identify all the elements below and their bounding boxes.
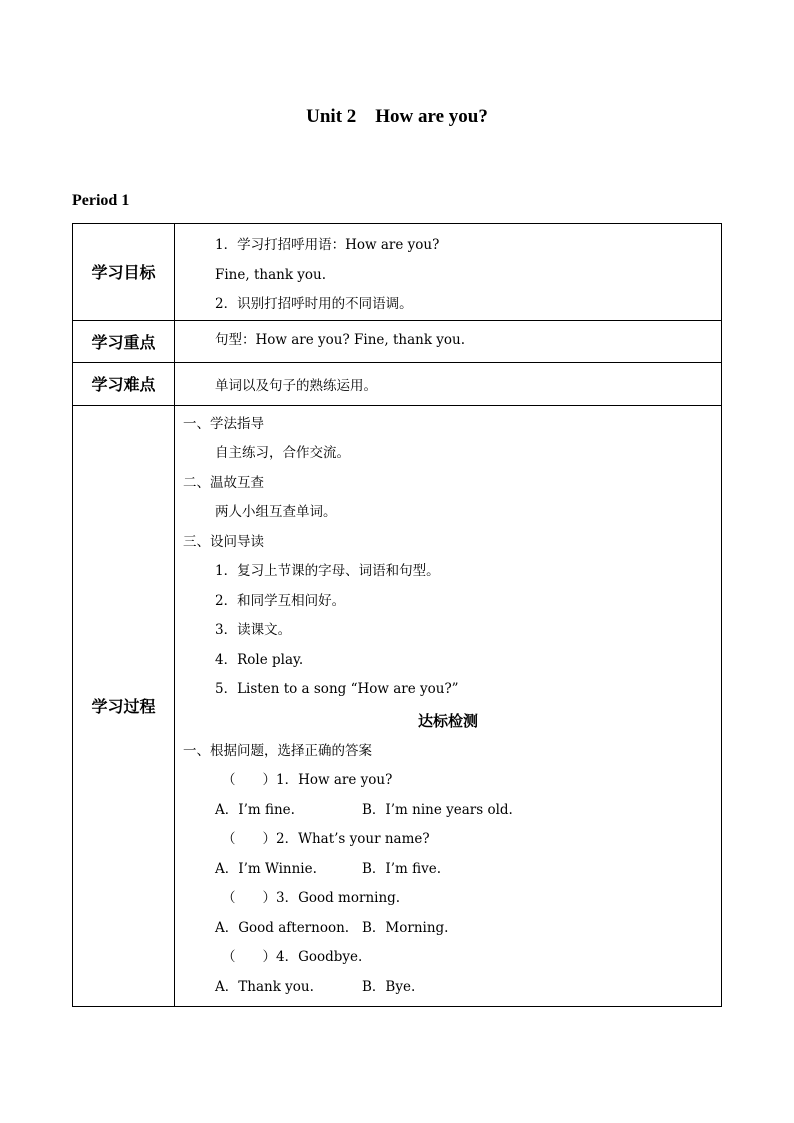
exercise-heading: 一、根据问题，选择正确的答案 (183, 742, 372, 759)
document-title (0, 106, 794, 128)
question-options-2 (175, 855, 721, 885)
unit-topic: How are you? (375, 106, 488, 127)
unit-label: Unit 2 (306, 106, 357, 127)
process-content (175, 405, 722, 1006)
difficulties-label: 学习难点 (73, 362, 175, 405)
check-heading: 达标检测 (417, 711, 478, 730)
goal-line-2: Fine, thank you. (215, 266, 327, 283)
section-item: 两人小组互查单词。 (215, 504, 337, 520)
goal-line-1: 1．学习打招呼用语：How are you? (215, 237, 440, 253)
option-a: A．Good afternoon. (215, 919, 350, 936)
difficulties-row (73, 362, 722, 405)
option-a: A．Thank you. (215, 978, 314, 995)
question-stem-4: （ ）4．Goodbye. (222, 949, 363, 965)
process-label: 学习过程 (73, 405, 175, 1006)
goals-content (175, 224, 722, 321)
difficulties-content (175, 362, 722, 405)
key-points-row (73, 320, 722, 362)
question-stem-1: （ ）1．How are you? (222, 772, 393, 788)
section-item: 1．复习上节课的字母、词语和句型。 (215, 563, 440, 579)
process-row (73, 405, 722, 1006)
key-points-label: 学习重点 (73, 320, 175, 362)
goals-row (73, 224, 722, 321)
question-options-1 (175, 796, 721, 826)
option-b: B．I’m nine years old. (362, 801, 513, 818)
section-heading-2: 二、温故互查 (183, 474, 264, 491)
section-item: 2．和同学互相问好。 (215, 592, 346, 609)
section-item: 4．Role play. (215, 651, 304, 668)
option-b: B．Bye. (362, 978, 416, 995)
question-options-4 (175, 973, 721, 1003)
question-stem-3: （ ）3．Good morning. (222, 890, 401, 906)
key-points-content (175, 320, 722, 362)
section-item: 5．Listen to a song “How are you?” (215, 681, 459, 697)
question-stem-2: （ ）2．What’s your name? (222, 831, 430, 847)
section-heading-3: 三、设问导读 (183, 533, 264, 550)
section-item: 3．读课文。 (215, 622, 292, 638)
lesson-plan-table (72, 223, 722, 1007)
period-label: Period 1 (72, 192, 130, 209)
option-a: A．I’m Winnie. (215, 860, 317, 877)
option-a: A．I’m fine. (215, 801, 295, 818)
key-points-text: 句型：How are you? Fine, thank you. (215, 332, 466, 349)
section-item: 自主练习，合作交流。 (215, 445, 350, 461)
question-options-3 (175, 914, 721, 944)
goals-label: 学习目标 (73, 224, 175, 321)
difficulties-text: 单词以及句子的熟练运用。 (215, 377, 377, 394)
option-b: B．Morning. (362, 919, 449, 936)
section-heading-1: 一、学法指导 (183, 415, 264, 432)
goal-line-3: 2．识别打招呼时用的不同语调。 (215, 296, 413, 312)
option-b: B．I’m five. (362, 860, 442, 877)
